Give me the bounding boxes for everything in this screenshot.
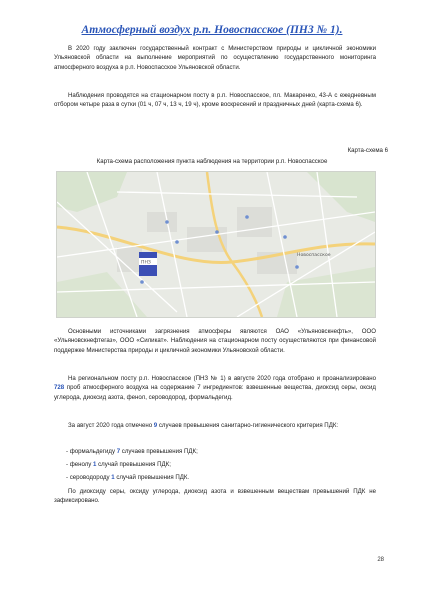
paragraph-observations: Наблюдения проводятся на стационарном посту в р.п. Новоспасское, пл. Макаренко, 43-А с ежедневным отбором четыре раза в сутки (01 ч, 07 ч, 13 ч, 19 ч), кроме воскресений и праздничных дней (карта-схема 6). (54, 92, 376, 109)
exceedances-count: 9 (153, 422, 158, 429)
page-number: 28 (377, 557, 384, 563)
map-reference: Карта-схема 6 (347, 147, 388, 154)
list-item: - фенолу 1 случай превышения ПДК; (66, 461, 171, 468)
map-graphic (57, 172, 375, 317)
paragraph-samples: На региональном посту р.п. Новоспасское (ПНЗ № 1) в августе 2020 года отобрано и проанализировано 728 проб атмосферного воздуха на содержание 7 ингредиентов: взвешенные вещества, диоксид серы, оксид углерода, диоксид азота, фенол, сероводород, формальдегид. (54, 375, 376, 401)
paragraph-no-exceedances: По диоксиду серы, оксиду углерода, диоксид азота и взвешенным веществам превышений ПДК не зафиксировано. (54, 488, 376, 505)
list-item: - формальдегиду 7 случаев превышения ПДК; (66, 448, 198, 455)
paragraph-sources: Основными источниками загрязнения атмосферы являются ОАО «Ульяновскнефть», ООО «Ульяновскнефтегаз», ООО «Силикат». Наблюдения на стационарном посту осуществляются при финансовой поддержке Министерства природы и цикличной экономики Ульяновской области. (54, 328, 376, 354)
samples-count: 728 (54, 384, 65, 392)
paragraph-exceedances: За август 2020 года отмечено 9 случаев превышения санитарно-гигиенического критерия ПДК: (68, 422, 339, 429)
page-title: Атмосферный воздух р.п. Новоспасское (ПНЗ № 1). (81, 24, 343, 36)
map-scheme (56, 171, 376, 318)
paragraph-contract: В 2020 году заключен государственный контракт с Министерством природы и цикличной экономики Ульяновской области на выполнение мероприятий по осуществлению государственного мониторинга атмосферного воздуха в р.п. Новоспасское Ульяновской области. (54, 45, 376, 71)
list-item: - сероводороду 1 случай превышения ПДК. (66, 474, 190, 481)
map-caption: Карта-схема расположения пункта наблюдения на территории р.п. Новоспасское (96, 158, 328, 165)
town-label: Новоспасское (297, 253, 331, 258)
pnz-label: ПНЗ (141, 260, 151, 266)
